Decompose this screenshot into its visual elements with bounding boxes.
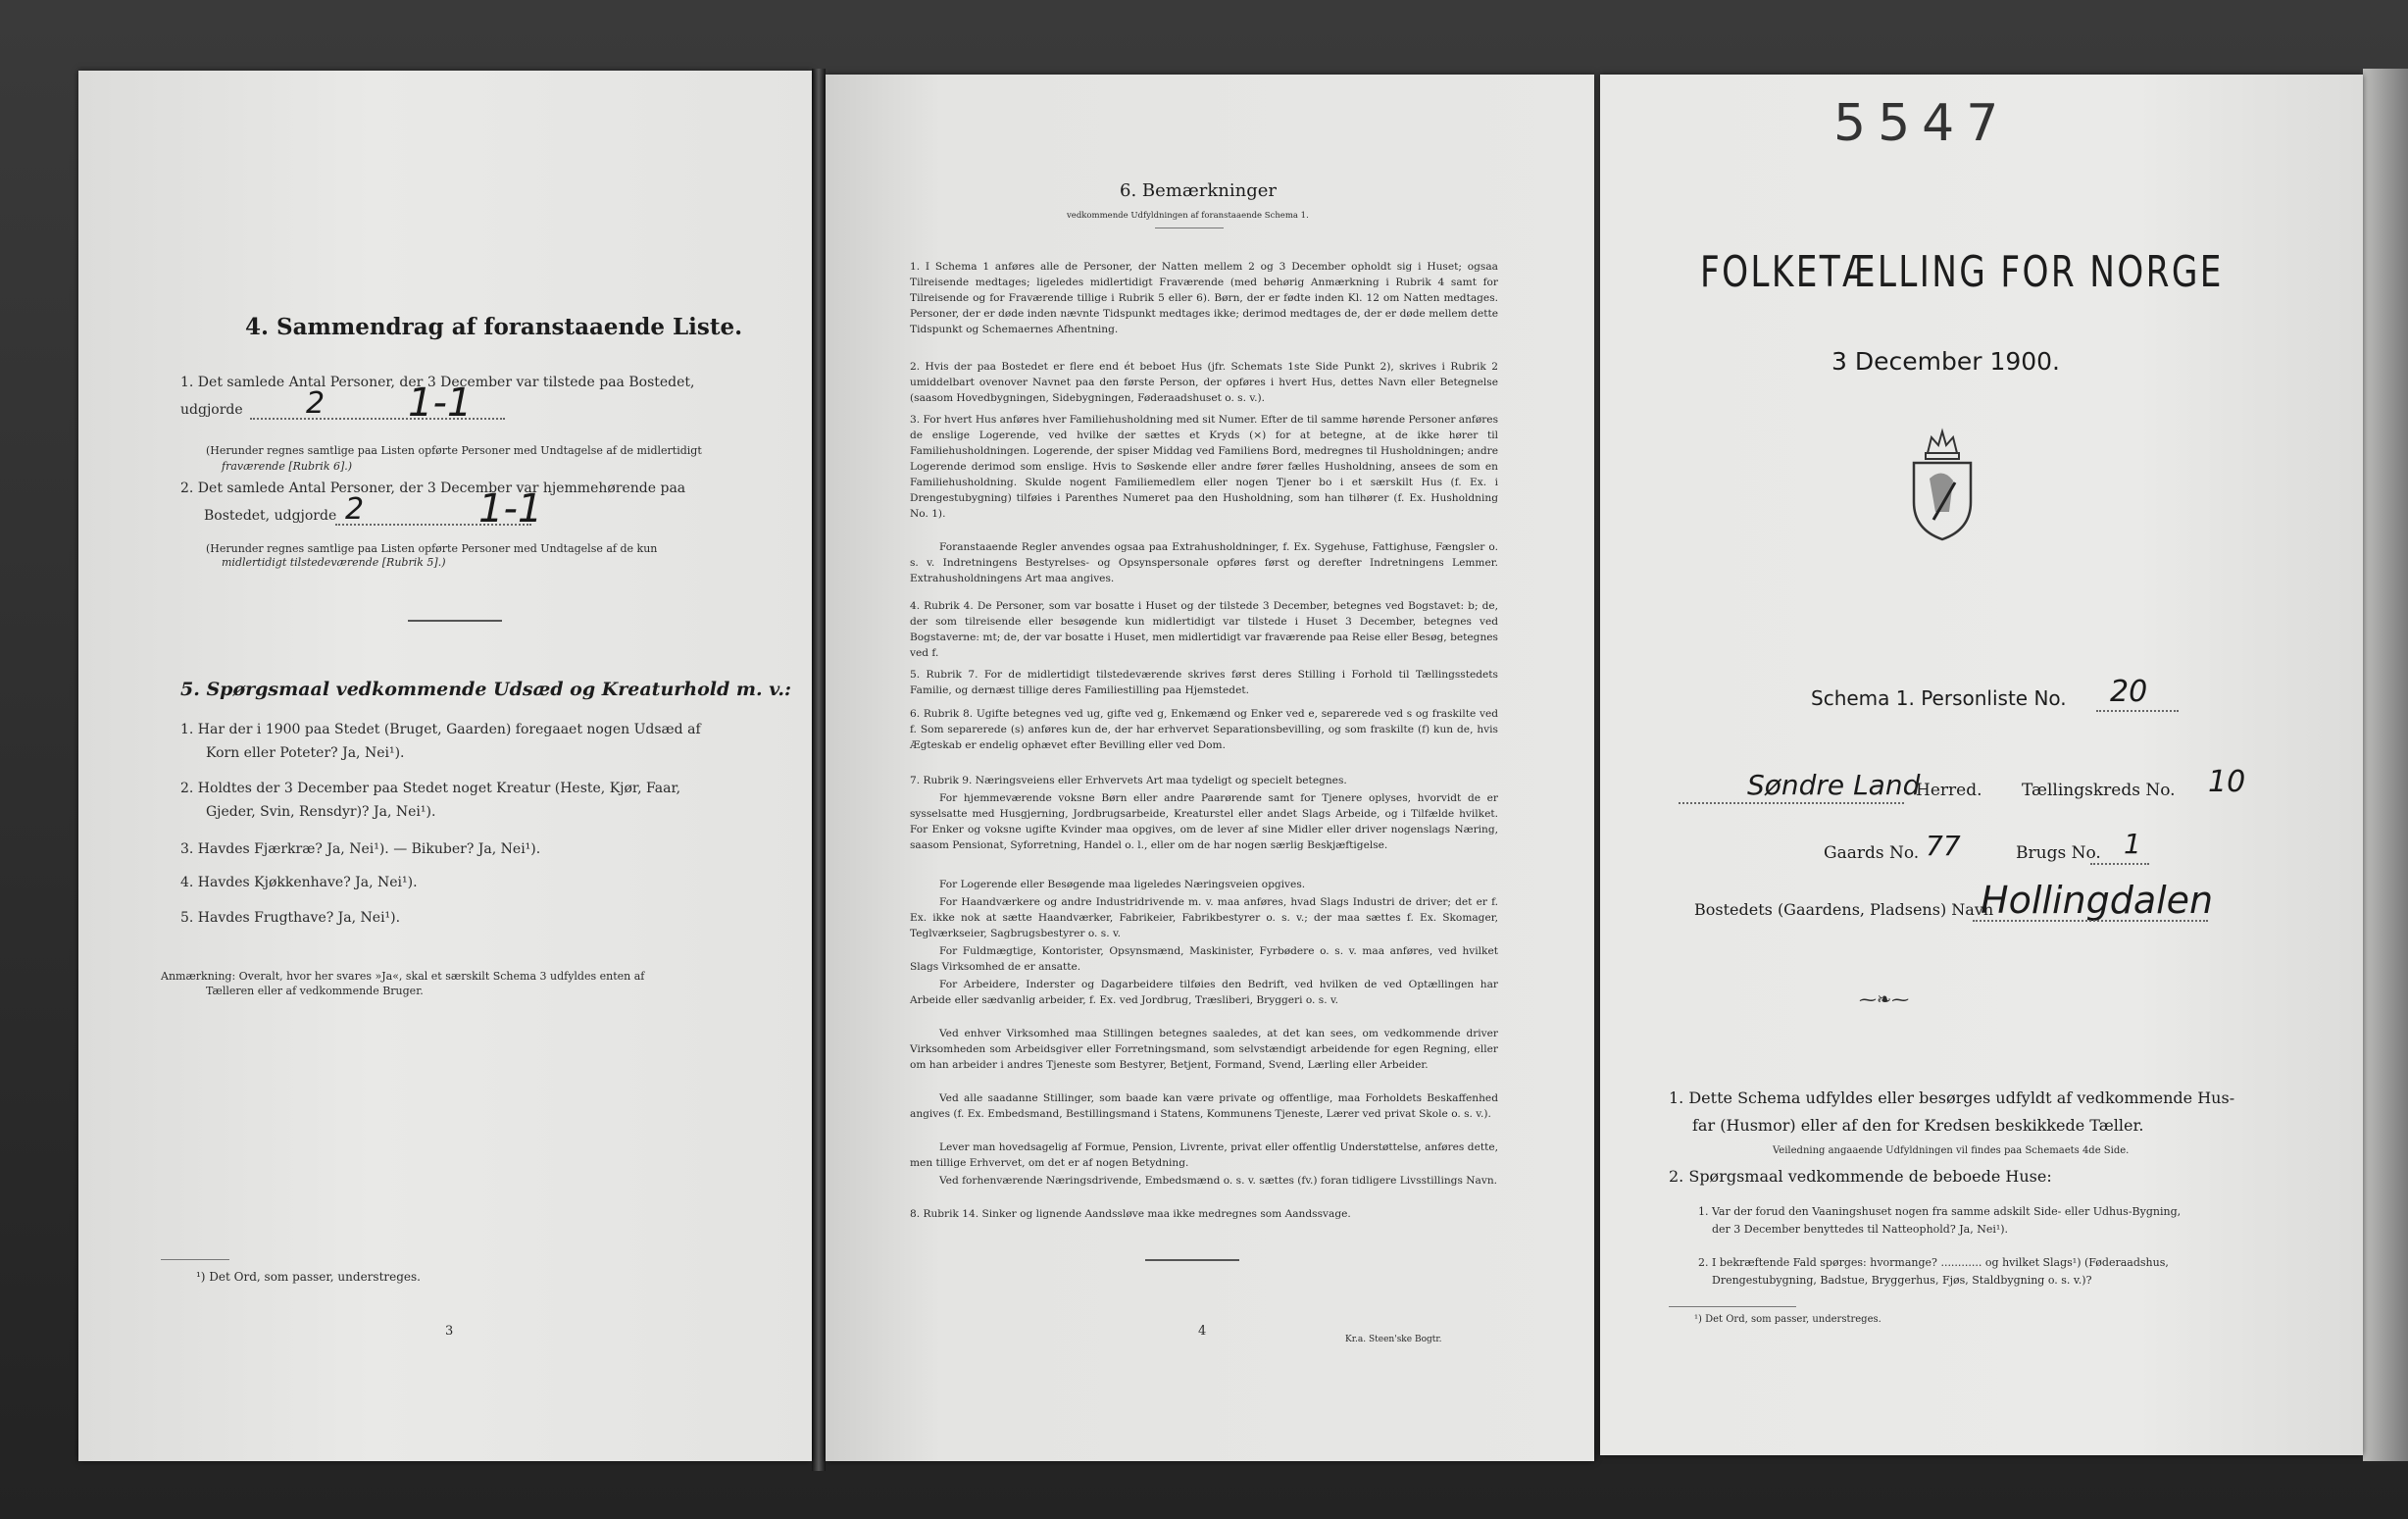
bosted-dots bbox=[1973, 920, 2208, 922]
gaards-number: 77 bbox=[1926, 830, 1961, 862]
instruction-2-2-line1: 2. I bekræftende Fald spørges: hvormange? ............ og hvilket Slags¹) (Føderaadshus, bbox=[1698, 1256, 2169, 1269]
right-page bbox=[1600, 75, 2363, 1455]
ornament-icon: ⁓❧⁓ bbox=[1859, 989, 1910, 1010]
remark-item-5: 5. Rubrik 7. For de midlertidigt tilstedeværende skrives først deres Stilling i Forhold til Tællingsstedets Familie, og dernæst tillige deres Familiestilling paa Hjemstedet. bbox=[910, 669, 1498, 696]
herred-dots bbox=[1679, 802, 1904, 804]
q1-label: udgjorde bbox=[180, 402, 243, 418]
remark-item-1: 1. I Schema 1 anføres alle de Personer, der Natten mellem 2 og 3 December opholdt sig i Huset; ogsaa Tilreisende medtages; ligeledes midlertidigt Fraværende (med behørig Anmærkning i Rubrik 4 samt for Tilreisende og for Fraværende tillige i Rubrik 5 eller 6). Børn, der er fødte inden Kl. 12 om Natten medtages. Personer, der er døde inden nævnte Tidspunkt medtages ikke; derimod medtages de, der er døde mellem dette Tidspunkt og Schemaernes Afhentning. bbox=[910, 261, 1498, 335]
s5-q3: 3. Havdes Fjærkræ? Ja, Nei¹). — Bikuber? Ja, Nei¹). bbox=[180, 841, 541, 857]
page-number: 4 bbox=[1198, 1324, 1207, 1339]
end-rule bbox=[1145, 1259, 1239, 1261]
q1-note2: fraværende [Rubrik 6].) bbox=[222, 460, 353, 473]
remark-item-4: 4. Rubrik 4. De Personer, som var bosatte i Huset og der tilstede 3 December, betegnes ved Bogstavet: b; de, der som tilreisende eller besøgende kun midlertidigt var tilstede i Huset 3 December, betegnes ved Bogstaverne: mt; de, der var bosatte i Huset, men midlertidigt var fraværende paa Reise eller Besøg, betegnes ved f. bbox=[910, 600, 1498, 659]
s5-q2-line2: Gjeder, Svin, Rensdyr)? Ja, Nei¹). bbox=[206, 804, 436, 820]
left-page bbox=[78, 71, 812, 1461]
q2-dotted-line bbox=[335, 524, 531, 526]
q2-line1: 2. Det samlede Antal Personer, der 3 December var hjemmehørende paa bbox=[180, 481, 686, 496]
archive-number: 5547 bbox=[1833, 94, 2011, 153]
bosted-value: Hollingdalen bbox=[1981, 879, 2214, 922]
brugs-number: 1 bbox=[2124, 828, 2141, 860]
instruction-2: 2. Spørgsmaal vedkommende de beboede Huse: bbox=[1669, 1167, 2052, 1186]
remark-item-3b: Foranstaaende Regler anvendes ogsaa paa Extrahusholdninger, f. Ex. Sygehuse, Fattighuse, Fængsler o. s. v. Indretningens Bestyrelses- og Opsynspersonale opføres først og derefter Indretningens Lemmer. Extrahusholdningens Art maa angives. bbox=[910, 541, 1498, 584]
census-date: 3 December 1900. bbox=[1831, 347, 2061, 376]
herred-value: Søndre Land bbox=[1747, 769, 1921, 801]
book-spine bbox=[812, 69, 826, 1471]
q1-dotted-line bbox=[250, 418, 505, 420]
q2-note2: midlertidigt tilstedeværende [Rubrik 5].) bbox=[222, 556, 446, 569]
remarks-subtitle: vedkommende Udfyldningen af foranstaaende Schema 1. bbox=[1067, 211, 1309, 221]
remark-item-7g: Ved alle saadanne Stillinger, som baade kan være private og offentlige, maa Forholdets Beskaffenhed angives (f. Ex. Embedsmand, Bestillingsmand i Statens, Kommunens Tjeneste, Lærer ved privat Skole o. s. v.). bbox=[910, 1092, 1498, 1120]
footnote-rule bbox=[161, 1259, 229, 1260]
instruction-1-line2: far (Husmor) eller af den for Kredsen beskikkede Tæller. bbox=[1692, 1116, 2144, 1135]
census-title: FOLKETÆLLING FOR NORGE bbox=[1700, 247, 2224, 297]
footnote-rule bbox=[1669, 1306, 1796, 1307]
s5-q5: 5. Havdes Frugthave? Ja, Nei¹). bbox=[180, 910, 401, 926]
s5-q1-line1: 1. Har der i 1900 paa Stedet (Bruget, Gaarden) foregaaet nogen Udsæd af bbox=[180, 722, 701, 737]
brugs-label: Brugs No. bbox=[2016, 843, 2101, 863]
q1-note1: (Herunder regnes samtlige paa Listen opførte Personer med Undtagelse af de midlertidigt bbox=[206, 444, 702, 457]
page-edge bbox=[2363, 69, 2408, 1461]
remark-item-7e: For Arbeidere, Inderster og Dagarbeidere tilføies den Bedrift, ved hvilken de ved Optællingen har Arbeide eller sædvanlig arbeider, f. Ex. ved Jordbrug, Træsliberi, Bryggeri o. s. v. bbox=[910, 979, 1498, 1006]
instruction-2-2-line2: Drengestubygning, Badstue, Bryggerhus, Fjøs, Staldbygning o. s. v.)? bbox=[1712, 1274, 2092, 1287]
schema-label: Schema 1. Personliste No. bbox=[1811, 686, 2067, 710]
printer-mark: Kr.a. Steen'ske Bogtr. bbox=[1345, 1335, 1442, 1344]
q2-value: 2 bbox=[345, 492, 365, 527]
remark-item-2: 2. Hvis der paa Bostedet er flere end ét beboet Hus (jfr. Schemats 1ste Side Punkt 2), skrives i Rubrik 2 umiddelbart ovenover Navnet paa den første Person, der opføres i hvert Hus, dettes Navn eller Betegnelse (saasom Hovedbygningen, Sidebygningen, Føderaadshuset o. s. v.). bbox=[910, 361, 1498, 404]
kreds-number: 10 bbox=[2208, 765, 2246, 799]
q2-label: Bostedet, udgjorde bbox=[204, 508, 337, 524]
remark-item-7i: Ved forhenværende Næringsdrivende, Embedsmænd o. s. v. sættes (fv.) foran tidligere Livsstillings Navn. bbox=[939, 1175, 1498, 1187]
remark-item-7c: For Haandværkere og andre Industridrivende m. v. maa anføres, hvad Slags Industri de driver; det er f. Ex. ikke nok at sætte Haandværker, Fabrikeier, Fabrikbestyrer o. s. v.; der maa sættes f. Ex. Skomager, Teglværkseier, Sagbrugsbestyrer o. s. v. bbox=[910, 896, 1498, 939]
footnote: ¹) Det Ord, som passer, understreges. bbox=[1694, 1314, 1881, 1325]
gaards-label: Gaards No. bbox=[1824, 843, 1920, 863]
middle-page bbox=[826, 75, 1594, 1461]
q1-line1: 1. Det samlede Antal Personer, der 3 December var tilstede paa Bostedet, bbox=[180, 375, 695, 390]
remark-item-7a: For hjemmeværende voksne Børn eller andre Paarørende samt for Tjenere oplyses, hvorvidt de er sysselsatte med Husgjerning, Jordbrugsarbeide, Kreaturstel eller andet Slags Arbeide, og i Tilfælde hvilket. For Enker og voksne ugifte Kvinder maa opgives, om de lever af sine Midler eller driver nogenslags Næring, saasom Pensionat, Syforretning, Handel o. l., eller om de har nogen særlig Beskjæftigelse. bbox=[910, 792, 1498, 851]
s5-q2-line1: 2. Holdtes der 3 December paa Stedet noget Kreatur (Heste, Kjør, Faar, bbox=[180, 781, 681, 796]
remark-item-3: 3. For hvert Hus anføres hver Familiehusholdning med sit Numer. Efter de til samme hørende Personer anføres de enslige Logerende, ved hvilke der sættes et Kryds (×) for at betegne, at de ikke hører til Familiehusholdningen. Logerende, der spiser Middag ved Familiens Bord, medregnes til Husholdningen; andre Logerende derimod som enslige. Hvis to Søskende eller andre fører fælles Husholdning, ansees de som en Familiehusholdning. Skulde nogent Familiemedlem eller nogen Tjener bo i et særskilt Hus (f. Ex. i Drengestubygning) tilføies i Parenthes Numeret paa den Husholdning, som han tilhører (f. Ex. Husholdning No. 1). bbox=[910, 414, 1499, 520]
schema-dots bbox=[2096, 710, 2179, 712]
remark-item-8: 8. Rubrik 14. Sinker og lignende Aandssløve maa ikke medregnes som Aandssvage. bbox=[910, 1208, 1351, 1220]
q1-handwritten: 1-1 bbox=[408, 380, 473, 426]
instruction-1-line1: 1. Dette Schema udfyldes eller besørges udfyldt af vedkommende Hus- bbox=[1669, 1089, 2235, 1107]
kreds-label: Tællingskreds No. bbox=[2022, 781, 2176, 800]
remark-item-6: 6. Rubrik 8. Ugifte betegnes ved ug, gifte ved g, Enkemænd og Enker ved e, separerede ved s og fraskilte ved f. Som separerede (s) anføres kun de, der har erhvervet Separationsbevilling, og som fraskilte (f) kun de, hvis Ægteskab er endelig ophævet efter Bevilling eller ved Dom. bbox=[910, 708, 1498, 751]
remark-item-7d: For Fuldmægtige, Kontorister, Opsynsmænd, Maskinister, Fyrbødere o. s. v. maa anføres, ved hvilket Slags Virksomhed de er ansatte. bbox=[910, 945, 1498, 973]
q2-note1: (Herunder regnes samtlige paa Listen opførte Personer med Undtagelse af de kun bbox=[206, 542, 658, 555]
herred-label: Herred. bbox=[1916, 781, 1982, 800]
divider bbox=[408, 620, 502, 622]
coat-of-arms-icon bbox=[1906, 424, 1979, 543]
q1-value: 2 bbox=[306, 386, 326, 421]
anmaerkning-line2: Tælleren eller af vedkommende Bruger. bbox=[206, 985, 424, 997]
brugs-dots bbox=[2090, 863, 2149, 865]
s5-q1-line2: Korn eller Poteter? Ja, Nei¹). bbox=[206, 745, 405, 761]
section5-title: 5. Spørgsmaal vedkommende Udsæd og Kreaturhold m. v.: bbox=[180, 679, 791, 700]
instruction-2-1-line1: 1. Var der forud den Vaaningshuset nogen fra samme adskilt Side- eller Udhus-Bygning, bbox=[1698, 1205, 2182, 1218]
q2-handwritten: 1-1 bbox=[478, 486, 543, 532]
remark-item-7b: For Logerende eller Besøgende maa ligeledes Næringsveien opgives. bbox=[939, 879, 1306, 890]
remarks-title: 6. Bemærkninger bbox=[1120, 180, 1277, 201]
remark-item-7f: Ved enhver Virksomhed maa Stillingen betegnes saaledes, at det kan sees, om vedkommende driver Virksomheden som Arbeidsgiver eller Forretningsmand, som selvstændigt arbeidende for egen Regning, eller om han arbeider i andres Tjeneste som Bestyrer, Betjent, Formand, Svend, Lærling eller Arbeider. bbox=[910, 1028, 1498, 1071]
schema-number: 20 bbox=[2110, 675, 2148, 709]
s5-q4: 4. Havdes Kjøkkenhave? Ja, Nei¹). bbox=[180, 875, 418, 890]
remark-item-7: 7. Rubrik 9. Næringsveiens eller Erhvervets Art maa tydeligt og specielt betegnes. bbox=[910, 775, 1347, 786]
instruction-2-1-line2: der 3 December benyttedes til Natteophold? Ja, Nei¹). bbox=[1712, 1223, 2009, 1236]
bosted-label: Bostedets (Gaardens, Pladsens) Navn bbox=[1694, 900, 1994, 919]
page-number: 3 bbox=[445, 1324, 454, 1339]
section4-title: 4. Sammendrag af foranstaaende Liste. bbox=[245, 314, 743, 340]
footnote: ¹) Det Ord, som passer, understreges. bbox=[196, 1270, 421, 1284]
remark-item-7h: Lever man hovedsagelig af Formue, Pension, Livrente, privat eller offentlig Understøttelse, anføres dette, men tillige Erhvervet, om det er af nogen Betydning. bbox=[910, 1141, 1498, 1169]
anmaerkning-line1: Anmærkning: Overalt, hvor her svares »Ja«, skal et særskilt Schema 3 udfyldes enten af bbox=[161, 970, 645, 983]
instruction-1-line3: Veiledning angaaende Udfyldningen vil findes paa Schemaets 4de Side. bbox=[1773, 1145, 2130, 1156]
